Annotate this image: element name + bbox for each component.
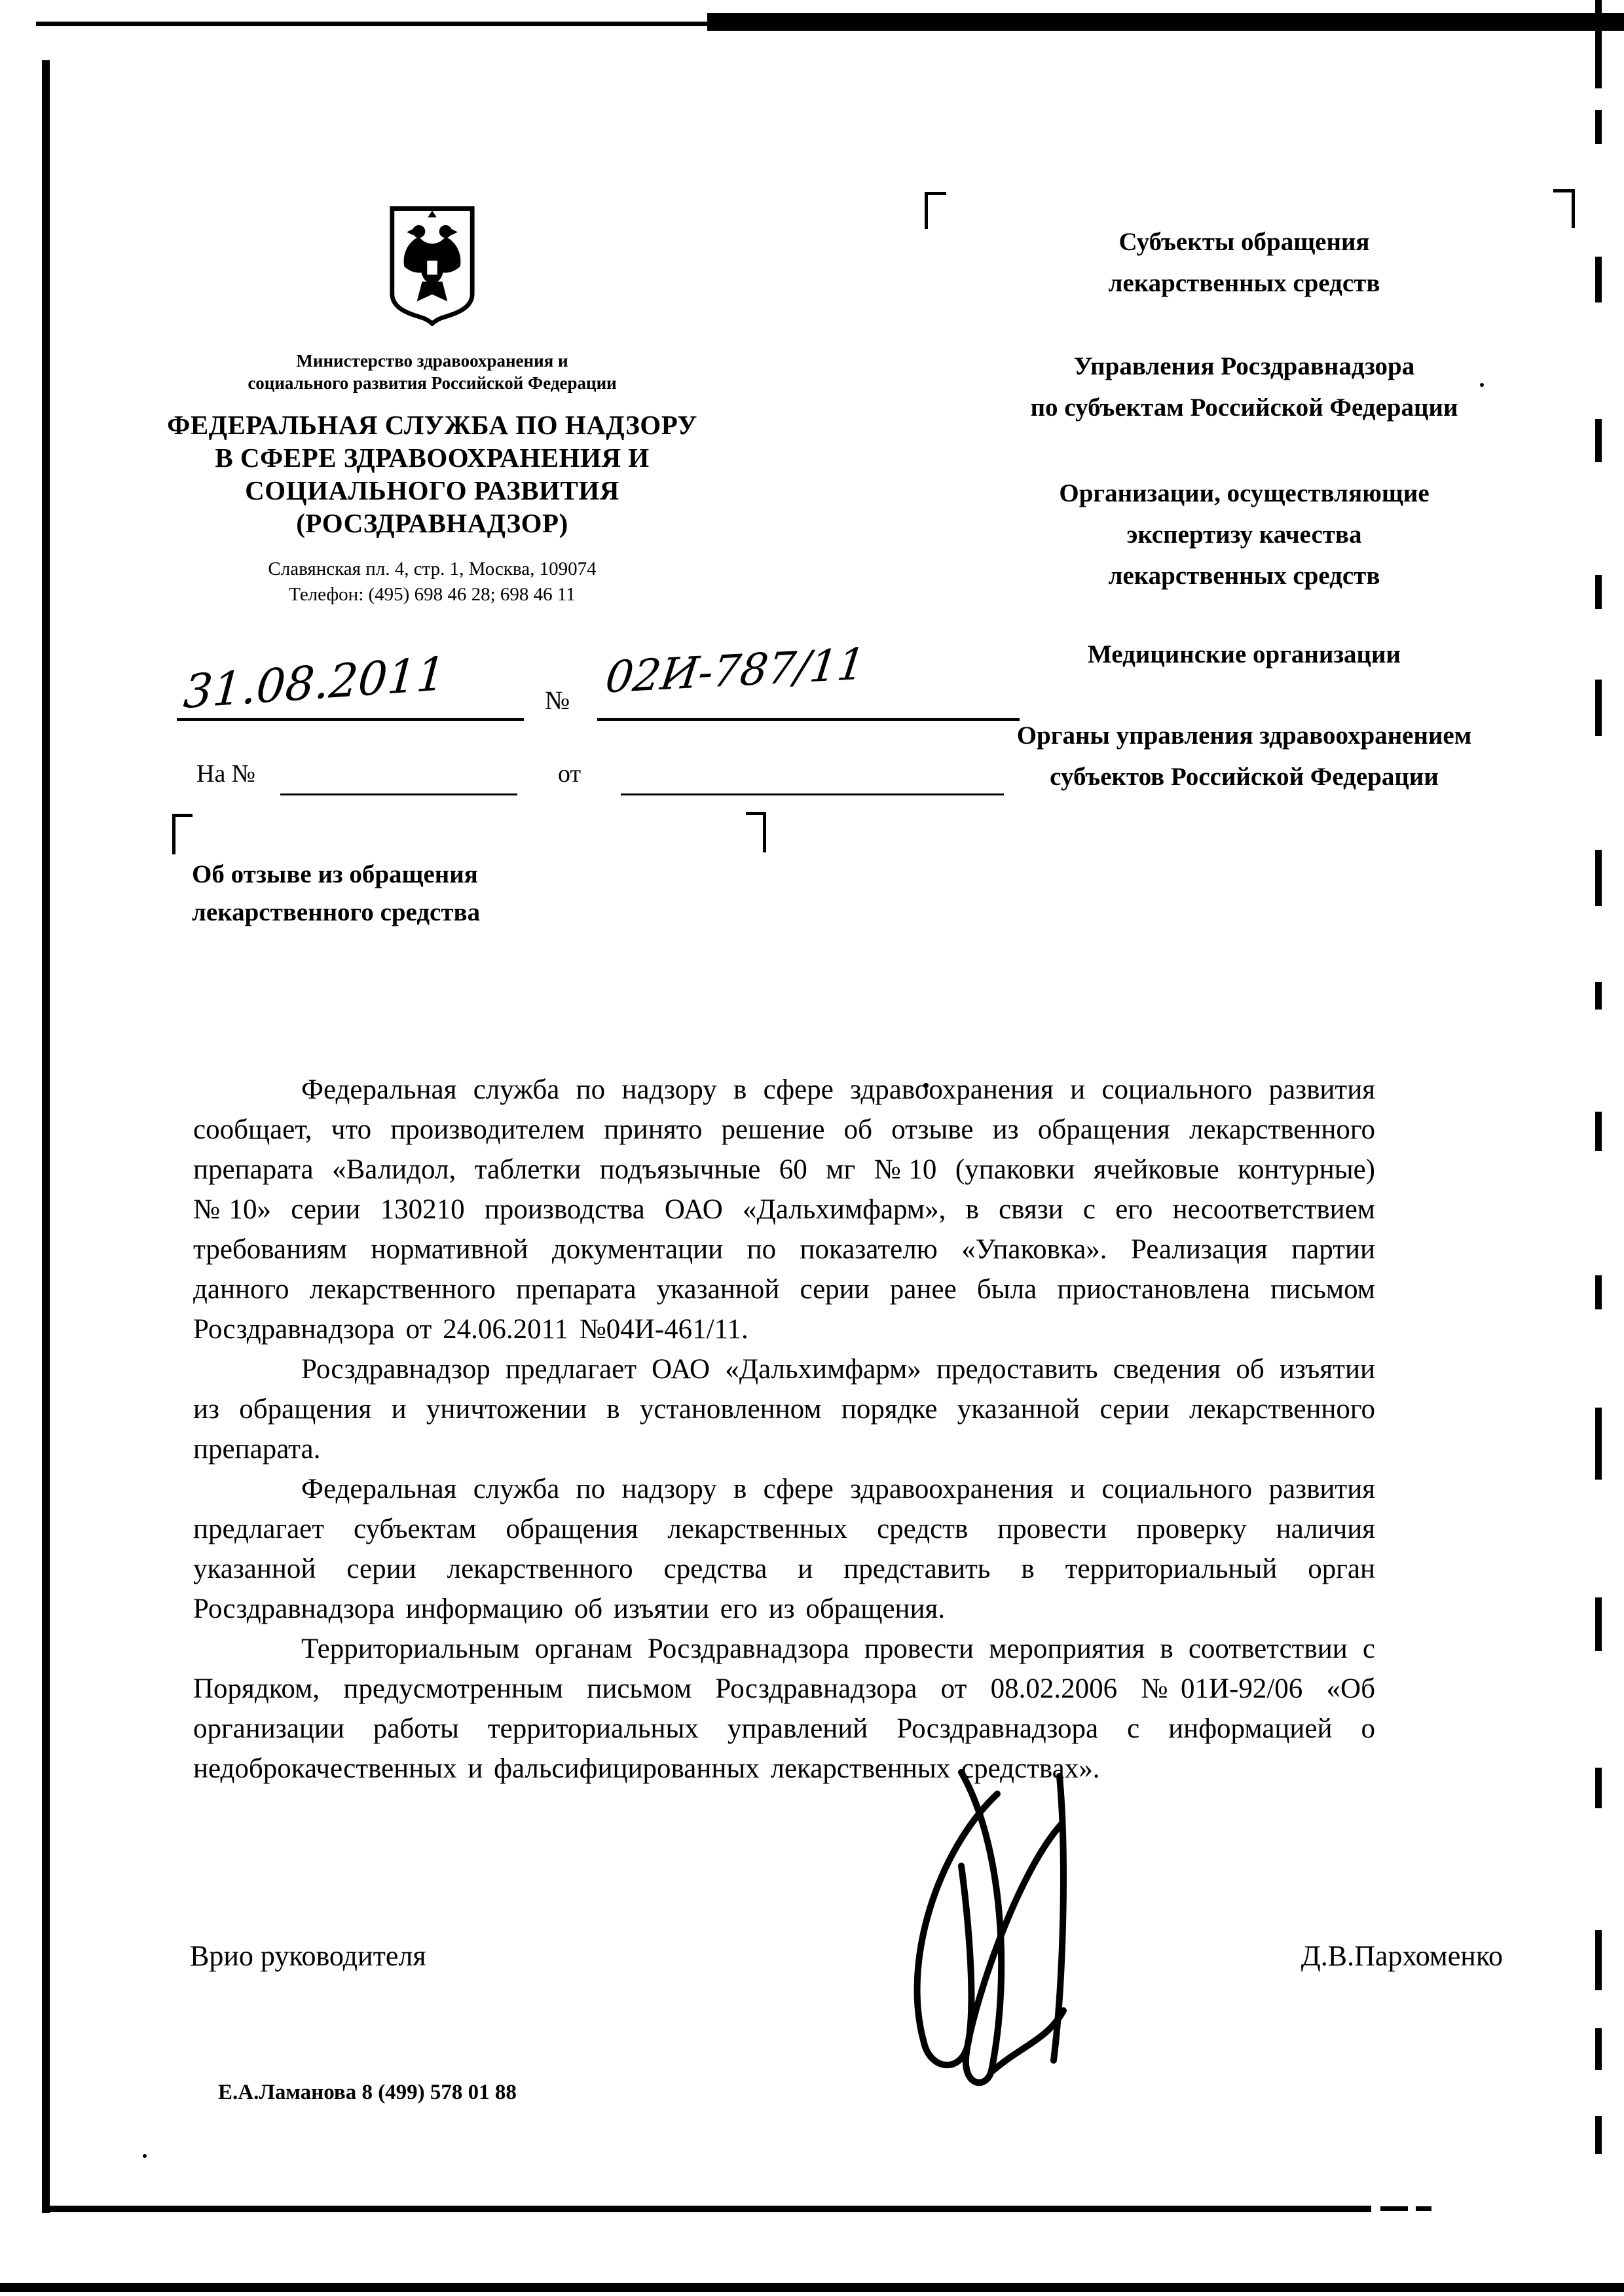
scan-artifact-right-mark (1595, 1930, 1602, 1990)
scan-artifact-right-mark (1595, 1597, 1602, 1651)
subject-line: лекарственного средства (192, 898, 481, 926)
service-name-line: В СФЕРЕ ЗДРАВООХРАНЕНИЯ И (215, 443, 650, 473)
scan-artifact-right-mark (1595, 0, 1602, 88)
recipient-group (930, 634, 1559, 675)
reference-row (177, 638, 1054, 746)
recipient-line: лекарственных средств (1108, 562, 1380, 590)
subject-block (192, 856, 480, 932)
recipient-group (930, 473, 1559, 596)
coat-of-arms-emblem (388, 204, 476, 326)
subject-line: Об отзыве из обращения (192, 860, 478, 888)
reply-prefix: На № (196, 760, 256, 788)
scan-artifact-right-mark (1595, 982, 1602, 1010)
recipient-line: Организации, осуществляющие (1059, 479, 1430, 507)
recipient-line: лекарственных средств (1108, 269, 1380, 297)
body-paragraph: Федеральная служба по надзору в сфере здравоохранения и социального развития предлагает субъектам обращения лекарственных средств провести проверку наличия указанной серии лекарственного средства и представить в территориальный орган Росздравнадзора информацию об изъятии его из обращения. (193, 1474, 1375, 1624)
scan-artifact-right-mark (1595, 1275, 1602, 1309)
scan-artifact-left-line (42, 60, 50, 2213)
scan-artifact-right-mark (1595, 1768, 1602, 1808)
signatory-name: Д.В.Пархоменко (1301, 1940, 1503, 1972)
service-name-line: (РОСЗДРАВНАДЗОР) (296, 508, 568, 538)
doc-date-handwritten: 31.08.2011 (181, 646, 448, 720)
body-paragraph: Росздравнадзор предлагает ОАО «Дальхимфарм» предоставить сведения об изъятии из обращения и уничтожении в установленном порядке указанной серии лекарственного препарата. (193, 1354, 1375, 1465)
letterhead (151, 204, 714, 608)
recipient-line: Органы управления здравоохранением (1016, 721, 1472, 750)
scan-artifact-mid-bottom-dash (1380, 2206, 1408, 2211)
ministry-name-line: социального развития Российской Федерации (248, 373, 617, 393)
scan-artifact-right-mark (1595, 2116, 1602, 2154)
body-paragraph: Территориальным органам Росздравнадзора провести мероприятия в соответствии с Порядком, предусмотренным письмом Росздравнадзора от 08.02.2006 №01И-92/06 «Об организации работы территориальных управлений Росздравнадзора с информацией о недоброкачественных и фальсифицированных лекарственных средствах». (193, 1633, 1375, 1784)
org-address-line: Славянская пл. 4, стр. 1, Москва, 109074 (268, 558, 597, 579)
recipient-line: Управления Росздравнадзора (1073, 352, 1415, 380)
service-name-line: СОЦИАЛЬНОГО РАЗВИТИЯ (245, 475, 619, 505)
recipient-line: по субъектам Российской Федерации (1030, 393, 1458, 422)
scan-artifact-right-mark (1595, 257, 1602, 302)
recipient-group (930, 346, 1559, 428)
corner-mark-subject-right (746, 812, 766, 852)
scan-artifact-right-mark (1595, 1408, 1602, 1480)
scan-artifact-top-bar (707, 13, 1624, 31)
reply-from-label: от (558, 760, 581, 788)
doc-number-handwritten: 02И-787/11 (602, 638, 868, 703)
service-name (151, 409, 714, 539)
ministry-name-line: Министерство здравоохранения и (296, 351, 568, 371)
scan-artifact-right-mark (1595, 419, 1602, 462)
recipient-line: субъектов Российской Федерации (1050, 763, 1439, 791)
scan-artifact-bottom-line (0, 2283, 1624, 2292)
signature-row (190, 1939, 1503, 1973)
corner-mark-subject-left (172, 814, 193, 854)
scan-speck (143, 2154, 147, 2158)
signature-scribble (863, 1764, 1105, 2095)
scan-artifact-right-mark (1595, 575, 1602, 609)
scan-artifact-right-mark (1595, 850, 1602, 906)
org-address (151, 556, 714, 608)
signatory-title: Врио руководителя (190, 1940, 426, 1972)
recipient-line: Медицинские организации (1088, 640, 1401, 668)
reply-reference-row (196, 759, 1048, 805)
scan-artifact-right-mark (1595, 110, 1602, 144)
ministry-name (151, 350, 714, 394)
date-underline (177, 718, 524, 721)
reply-number-underline (280, 793, 517, 795)
scan-artifact-right-mark (1595, 1112, 1602, 1151)
service-name-line: ФЕДЕРАЛЬНАЯ СЛУЖБА ПО НАДЗОРУ (167, 410, 697, 440)
number-sign: № (545, 685, 570, 715)
letter-body (193, 1070, 1375, 1789)
recipient-line: экспертизу качества (1126, 520, 1362, 549)
org-phone-line: Телефон: (495) 698 46 28; 698 46 11 (289, 584, 576, 605)
body-paragraph: Федеральная служба по надзору в сфере здравоохранения и социального развития сообщает, что производителем принято решение об отзыве из обращения лекарственного препарата «Валидол, таблетки подъязычные 60 мг №10 (упаковки ячейковые контурные) №10» серии 130210 производства ОАО «Дальхимфарм», в связи с его несоответствием требованиям нормативной документации по показателю «Упаковка». Реализация партии данного лекарственного препарата указанной серии ранее была приостановлена письмом Росздравнадзора от 24.06.2011 №04И-461/11. (193, 1074, 1375, 1345)
recipient-line: Субъекты обращения (1118, 228, 1370, 256)
scan-artifact-mid-bottom-dash (1416, 2206, 1431, 2211)
recipient-group (930, 715, 1559, 797)
executor-contact: Е.А.Ламанова 8 (499) 578 01 88 (218, 2081, 517, 2104)
recipient-group (930, 221, 1559, 304)
scan-artifact-mid-bottom-line (42, 2206, 1371, 2212)
scan-artifact-right-mark (1595, 680, 1602, 736)
scan-artifact-right-mark (1595, 2028, 1602, 2070)
